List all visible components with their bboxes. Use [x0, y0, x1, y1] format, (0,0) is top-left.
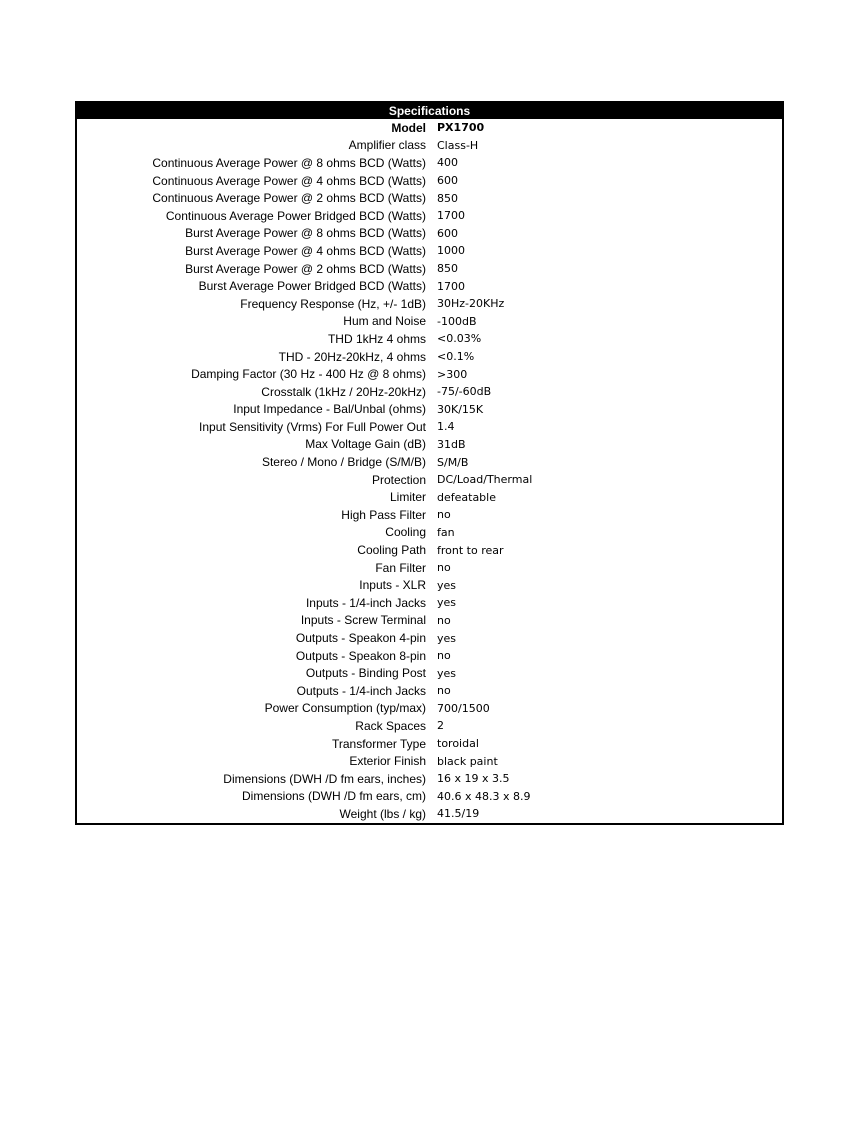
table-row [77, 383, 782, 401]
spec-value: 850 [437, 191, 458, 205]
spec-value: yes [437, 596, 457, 610]
spec-value: Class-H [437, 138, 479, 152]
spec-label: Continuous Average Power @ 2 ohms BCD (Watts) [152, 191, 426, 206]
spec-label: Max Voltage Gain (dB) [305, 437, 426, 452]
table-row [77, 207, 782, 225]
table-row [77, 277, 782, 295]
table-row [77, 735, 782, 753]
table-row [77, 788, 782, 806]
spec-value: 2 [437, 719, 444, 733]
spec-label: Inputs - Screw Terminal [300, 613, 426, 628]
spec-label: Cooling [385, 525, 426, 540]
spec-label: Transformer Type [331, 736, 426, 751]
spec-label: Dimensions (DWH /D fm ears, inches) [223, 771, 426, 786]
spec-label: Protection [371, 472, 426, 487]
specifications-table [75, 101, 784, 825]
spec-value: >300 [437, 367, 468, 381]
table-row [77, 137, 782, 155]
spec-label: Outputs - 1/4-inch Jacks [296, 683, 426, 698]
spec-value: <0.1% [437, 350, 475, 364]
spec-label: Fan Filter [375, 560, 426, 575]
spec-value: 41.5/19 [437, 807, 480, 821]
table-row [77, 559, 782, 577]
spec-value: yes [437, 578, 457, 592]
table-row [77, 506, 782, 524]
table-row [77, 453, 782, 471]
table-body [77, 119, 782, 823]
table-row [77, 524, 782, 542]
table-row [77, 260, 782, 278]
spec-label: Dimensions (DWH /D fm ears, cm) [241, 789, 426, 804]
spec-value: black paint [437, 754, 498, 768]
spec-value: 31dB [437, 437, 466, 451]
table-title: Specifications [77, 103, 782, 119]
spec-value: 600 [437, 174, 458, 188]
spec-label: Damping Factor (30 Hz - 400 Hz @ 8 ohms) [191, 367, 426, 382]
spec-value: 16 x 19 x 3.5 [437, 772, 510, 786]
spec-value: fan [437, 525, 455, 539]
spec-label: Continuous Average Power Bridged BCD (Watts) [165, 208, 426, 223]
spec-value: defeatable [437, 490, 496, 504]
spec-value: -75/-60dB [437, 385, 492, 399]
spec-label: Burst Average Power Bridged BCD (Watts) [198, 279, 426, 294]
table-row [77, 664, 782, 682]
table-row [77, 682, 782, 700]
spec-value: 700/1500 [437, 701, 490, 715]
spec-label: High Pass Filter [341, 507, 426, 522]
spec-label: Burst Average Power @ 4 ohms BCD (Watts) [185, 243, 426, 258]
spec-label: Continuous Average Power @ 8 ohms BCD (Watts) [152, 155, 426, 170]
table-row [77, 700, 782, 718]
table-row [77, 172, 782, 190]
spec-label: Hum and Noise [343, 314, 426, 329]
table-row [77, 805, 782, 823]
spec-value: yes [437, 666, 457, 680]
spec-label: Cooling Path [357, 543, 426, 558]
spec-value: 1700 [437, 279, 465, 293]
table-row [77, 594, 782, 612]
spec-value: no [437, 684, 451, 698]
spec-label: THD - 20Hz-20kHz, 4 ohms [278, 349, 426, 364]
spec-value: front to rear [437, 543, 504, 557]
spec-value: yes [437, 631, 457, 645]
spec-label: Rack Spaces [355, 718, 426, 733]
table-row [77, 189, 782, 207]
table-row [77, 330, 782, 348]
table-row [77, 436, 782, 454]
spec-value: 40.6 x 48.3 x 8.9 [437, 789, 531, 803]
table-row [77, 576, 782, 594]
spec-label: Outputs - Speakon 4-pin [295, 631, 426, 646]
table-row [77, 752, 782, 770]
spec-value: no [437, 561, 451, 575]
table-row [77, 348, 782, 366]
spec-label: THD 1kHz 4 ohms [327, 331, 426, 346]
spec-value: toroidal [437, 737, 479, 751]
spec-label: Amplifier class [348, 138, 426, 153]
spec-value: 400 [437, 156, 458, 170]
spec-value: no [437, 613, 451, 627]
spec-label: Exterior Finish [349, 754, 426, 769]
spec-value: 850 [437, 262, 458, 276]
spec-label: Inputs - 1/4-inch Jacks [305, 595, 426, 610]
table-row [77, 295, 782, 313]
spec-label: Limiter [389, 490, 426, 505]
table-row [77, 225, 782, 243]
spec-value: DC/Load/Thermal [437, 473, 533, 487]
table-row [77, 717, 782, 735]
spec-value: 1000 [437, 244, 465, 258]
table-row [77, 119, 782, 137]
spec-value: 1.4 [437, 420, 455, 434]
spec-label: Input Impedance - Bal/Unbal (ohms) [233, 402, 426, 417]
table-row [77, 365, 782, 383]
spec-label: Inputs - XLR [359, 578, 426, 593]
table-row [77, 154, 782, 172]
spec-label: Outputs - Binding Post [305, 666, 426, 681]
table-row [77, 313, 782, 331]
table-row [77, 647, 782, 665]
spec-value: <0.03% [437, 332, 482, 346]
table-row [77, 541, 782, 559]
spec-label: Weight (lbs / kg) [339, 806, 426, 821]
spec-value: -100dB [437, 314, 477, 328]
table-row [77, 471, 782, 489]
spec-value: no [437, 508, 451, 522]
table-row [77, 612, 782, 630]
table-row [77, 629, 782, 647]
spec-label: Input Sensitivity (Vrms) For Full Power Out [199, 419, 426, 434]
table-row [77, 418, 782, 436]
spec-label: Outputs - Speakon 8-pin [295, 648, 426, 663]
spec-label: Burst Average Power @ 8 ohms BCD (Watts) [185, 226, 426, 241]
spec-value: 30K/15K [437, 402, 484, 416]
spec-label: Crosstalk (1kHz / 20Hz-20kHz) [261, 384, 426, 399]
spec-label: Frequency Response (Hz, +/- 1dB) [240, 296, 426, 311]
table-row [77, 242, 782, 260]
spec-value: no [437, 649, 451, 663]
spec-value: 600 [437, 226, 458, 240]
spec-label: Model [391, 120, 426, 135]
spec-label: Burst Average Power @ 2 ohms BCD (Watts) [185, 261, 426, 276]
spec-value: 1700 [437, 209, 465, 223]
spec-value: 30Hz-20KHz [437, 297, 505, 311]
spec-value: PX1700 [437, 121, 485, 135]
spec-value: S/M/B [437, 455, 469, 469]
spec-label: Power Consumption (typ/max) [264, 701, 426, 716]
spec-label: Stereo / Mono / Bridge (S/M/B) [261, 455, 426, 470]
table-row [77, 401, 782, 419]
table-row [77, 770, 782, 788]
spec-label: Continuous Average Power @ 4 ohms BCD (Watts) [152, 173, 426, 188]
table-row [77, 488, 782, 506]
